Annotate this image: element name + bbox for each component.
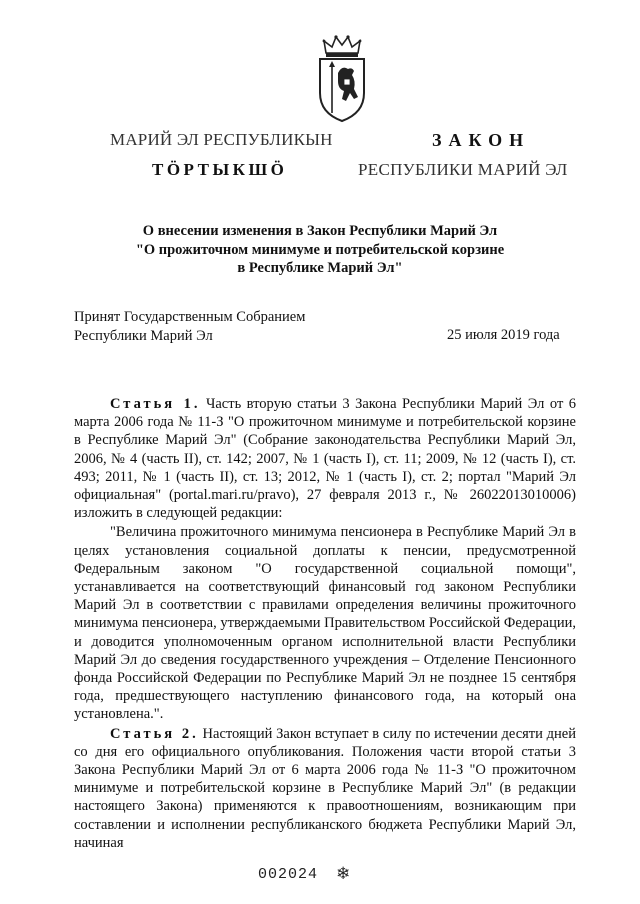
header-right-line2: РЕСПУБЛИКИ МАРИЙ ЭЛ [358, 160, 568, 179]
title-line3: в Республике Марий Эл" [237, 260, 403, 276]
header-right-line1: ЗАКОН [432, 130, 531, 150]
article2-paragraph [74, 725, 576, 852]
article1-paragraph [74, 395, 576, 522]
header-left-line2: ТӦРТЫКШӦ [152, 160, 288, 179]
title-line2: "О прожиточном минимуме и потребительской корзине [135, 241, 505, 258]
article2-text: Настоящий Закон вступает в силу по истечении десяти дней со дня его официального опубликования. Положения части второй статьи 3 Закона Республики Марий Эл от 6 марта 2006 года № 11-З "О прожиточном минимуме и потребительской корзине в Республике Марий Эл" (в редакции настоящего Закона) применяются к правоотношениям, возникающим при составлении и исполнении республиканского бюджета Республики Марий Эл, начиная [74, 725, 577, 851]
snowflake-mark: ❄ [336, 864, 351, 883]
title-line1: О внесении изменения в Закон Республики Марий Эл [142, 223, 498, 239]
adoption-block [74, 308, 305, 346]
adopted-line1: Принят Государственным Собранием [74, 309, 306, 325]
article2-label: Статья 2. [110, 725, 199, 742]
adoption-date: 25 июля 2019 года [447, 327, 560, 343]
article1-quote: "Величина прожиточного минимума пенсионера в Республике Марий Эл в целях установления социальной доплаты к пенсии, предусмотренной Федеральным законом "О государственной социальной помощи", устанавливается на соответствующий финансовый год законом Республики Марий Эл в соответствии с правилами определения величины прожиточного минимума пенсионера, утверждаемыми Правительством Российской Федерации, и доводится уполномоченным органом исполнительной власти Республики Марий Эл до сведения государственного учреждения – Отделение Пенсионного фонда Российской Федерации по Республике Марий Эл не позднее 15 сентября года, предшествующего наступлению финансового года, на который она установлена.". [74, 524, 577, 723]
article1-text: Часть вторую статьи 3 Закона Республики Марий Эл от 6 марта 2006 года № 11-З "О прожиточном минимуме и потребительской корзине в Республике Марий Эл" (Собрание законодательства Республики Марий Эл, 2006, № 4 (часть II), ст. 142; 2007, № 1 (часть I), ст. 11; 2009, № 12 (часть I), ст. 493; 2011, № 1 (часть II), ст. 13; 2012, № 1 (часть I), ст. 2; портал "Марий Эл официальная" (portal.mari.ru/pravo), 27 февраля 2013 г., № 26022013010006) изложить в следующей редакции: [74, 396, 577, 522]
document-title [60, 222, 580, 278]
header-left-line1: МАРИЙ ЭЛ РЕСПУБЛИКЫН [110, 130, 333, 149]
coat-of-arms-icon [316, 33, 368, 123]
page-serial-number: 002024 [258, 866, 319, 883]
article1-label: Статья 1. [110, 396, 201, 412]
law-body [74, 395, 576, 852]
adopted-line2: Республики Марий Эл [74, 328, 213, 344]
